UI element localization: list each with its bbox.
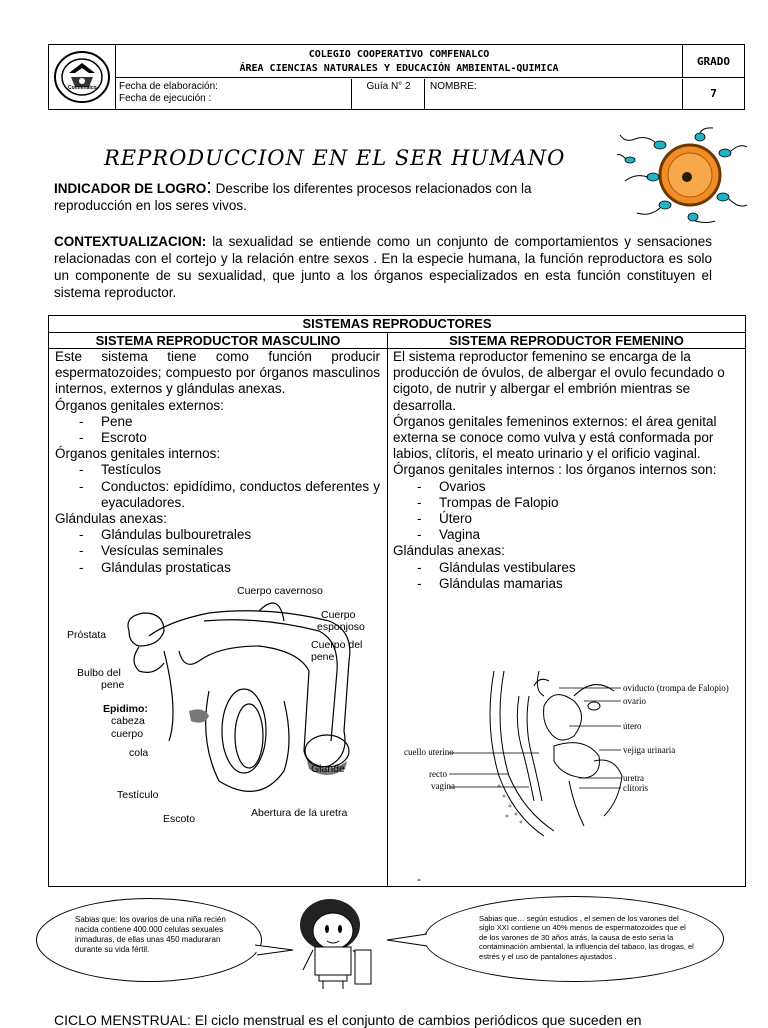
bubble-left (36, 898, 262, 982)
male-header: SISTEMA REPRODUCTOR MASCULINO (49, 333, 388, 349)
bubble-left-text: Sabias que: los ovarios de una niña recién nacida contiene 400.000 celulas sexuales inmaduras, de ellas unas 450 maduraran durante su vida fértil. (75, 915, 226, 954)
label-cuello: cuello uterino (404, 747, 454, 757)
guia-number: Guía N° 2 (353, 79, 425, 109)
egg-sperm-image (615, 125, 750, 225)
female-gland-list (393, 560, 737, 592)
female-gland-title: Glándulas anexas: (393, 543, 505, 559)
male-gland-title: Glándulas anexas: (55, 511, 167, 527)
indicador-text: Describe los diferentes procesos relacionados con la (215, 181, 532, 196)
list-item: - Escroto (55, 430, 380, 446)
male-diagram (49, 581, 387, 846)
label-testiculo: Testículo (117, 789, 159, 801)
male-column (55, 349, 380, 576)
ciclo-paragraph (54, 1012, 642, 1028)
label-vejiga: vejiga urinaria (623, 745, 676, 755)
label-escoto: Escoto (163, 813, 196, 825)
ciclo-text: : El ciclo menstrual es el conjunto de cambios periódicos que suceden en (187, 1012, 642, 1028)
label-clitoris: clítoris (623, 783, 648, 793)
list-item: - Pene (55, 414, 380, 430)
page-title: REPRODUCCION EN EL SER HUMANO (104, 146, 566, 170)
list-item: - Glándulas bulbouretrales (55, 527, 380, 543)
fecha-elaboracion: Fecha de elaboración: (119, 81, 218, 92)
label-glande: Glande (311, 763, 345, 775)
female-int-list (393, 479, 737, 544)
female-intro: El sistema reproductor femenino se encarga de la producción de óvulos, de albergar el ovulo fecundado o cigoto, de nutrir y albergar el embrión mientras se desarrolla. (393, 349, 725, 413)
area-name: ÁREA CIENCIAS NATURALES Y EDUCACIÓN AMBIENTAL-QUIMICA (239, 63, 559, 74)
male-int-title: Órganos genitales internos: (55, 446, 221, 462)
column-divider (387, 333, 388, 886)
school-name: COLEGIO COOPERATIVO COMFENALCO (308, 49, 490, 60)
nombre-field: NOMBRE: (430, 81, 477, 92)
grado-label: GRADO (682, 45, 744, 78)
list-item: - Vesículas seminales (55, 543, 380, 559)
indicador-paragraph (54, 176, 614, 214)
male-ext-list (55, 414, 380, 446)
grado-value: 7 (682, 79, 744, 109)
label-cuerpo-pene-2: pene (311, 651, 335, 663)
female-int-title: Órganos genitales internos : los órganos internos son: (393, 462, 717, 478)
label-vagina: vagina (431, 781, 455, 791)
fecha-ejecucion: Fecha de ejecución : (119, 93, 212, 104)
header-table (48, 44, 745, 110)
label-epidimo: Epidimo: (103, 703, 148, 715)
ciclo-label: CICLO MENSTRUAL (54, 1012, 188, 1028)
male-intro: Este sistema tiene como función producir espermatozoides; compuesto por órganos masculinos internos, externos y glándulas anexas. (55, 349, 380, 397)
bubble-right (424, 896, 724, 982)
contexto-label: CONTEXTUALIZACION: (54, 234, 207, 249)
list-item: - Útero (393, 511, 737, 527)
label-utero: útero (623, 721, 642, 731)
indicador-text-2: reproducción en los seres vivos. (54, 198, 247, 213)
contexto-paragraph (54, 233, 712, 301)
list-item: - Vagina (393, 527, 737, 543)
female-trailing-dash: - (417, 872, 421, 886)
list-item: - Conductos: epidídimo, conductos deferentes y eyaculadores. (55, 479, 380, 511)
logo-text: Comfenalco (68, 85, 97, 91)
label-recto: recto (429, 769, 447, 779)
label-cuerpo-cavernoso: Cuerpo cavernoso (237, 585, 323, 597)
label-ovario: ovario (623, 696, 646, 706)
school-logo (49, 45, 116, 109)
list-item: - Glándulas mamarias (393, 576, 737, 592)
bubble-right-text: Sabias que… según estudios , el semen de los varones del siglo XXI contiene un 40% menos de espermatozoides que el de los varones de 30 años atrás, la causa de esto seria la contaminación ambiental, la influencia del tabaco, las drogas, el estrés y el uso de pantalones ajustados . (479, 914, 694, 961)
male-int-list (55, 462, 380, 511)
mafalda-cartoon (285, 895, 385, 990)
male-ext-title: Órganos genitales externos: (55, 397, 224, 413)
label-cuerpo-pene-1: Cuerpo del (311, 639, 363, 651)
list-item: - Trompas de Falopio (393, 495, 737, 511)
female-header: SISTEMA REPRODUCTOR FEMENINO (388, 333, 745, 349)
contexto-text: la sexualidad se entiende como un conjunto de comportamientos y sensaciones relacionadas con el cortejo y la relación entre sexos . En la especie humana, la función reproductora es solo un componente de su sexualidad, que junto a los órganos especializados en esta función constituyen el sistema reproductor. (54, 234, 712, 300)
label-uretra: uretra (623, 773, 644, 783)
label-cuerpo-esponjoso-2: esponjoso (317, 621, 365, 633)
table-caption: SISTEMAS REPRODUCTORES (49, 316, 745, 333)
indicador-label: INDICADOR DE LOGRO (54, 181, 207, 196)
label-oviducto: oviducto (trompa de Falopio) (623, 683, 729, 693)
list-item: - Testículos (55, 462, 380, 478)
female-diagram (389, 661, 745, 841)
list-item: - Ovarios (393, 479, 737, 495)
label-bulbo-2: pene (101, 679, 125, 691)
list-item: - Glándulas prostaticas (55, 560, 380, 576)
header-titles (116, 45, 682, 78)
label-cabeza: cabeza (111, 715, 145, 727)
indicador-colon: : (206, 176, 212, 198)
label-abertura: Abertura de la uretra (251, 807, 348, 819)
male-gland-list (55, 527, 380, 576)
label-prostata: Próstata (67, 629, 107, 641)
label-cuerpo: cuerpo (111, 728, 144, 740)
female-column (393, 349, 737, 592)
list-item: - Glándulas vestibulares (393, 560, 737, 576)
female-ext-text: Órganos genitales femeninos externos: el área genital externa se conoce como vulva y está conformada por labios, clítoris, el meato urinario y el orificio vaginal. (393, 413, 717, 462)
label-cola: cola (129, 747, 149, 759)
sistemas-table (48, 315, 746, 887)
label-cuerpo-esponjoso-1: Cuerpo (321, 609, 356, 621)
bubble-right-tail (385, 930, 430, 950)
dates-cell (116, 79, 352, 109)
label-bulbo-1: Bulbo del (77, 667, 121, 679)
